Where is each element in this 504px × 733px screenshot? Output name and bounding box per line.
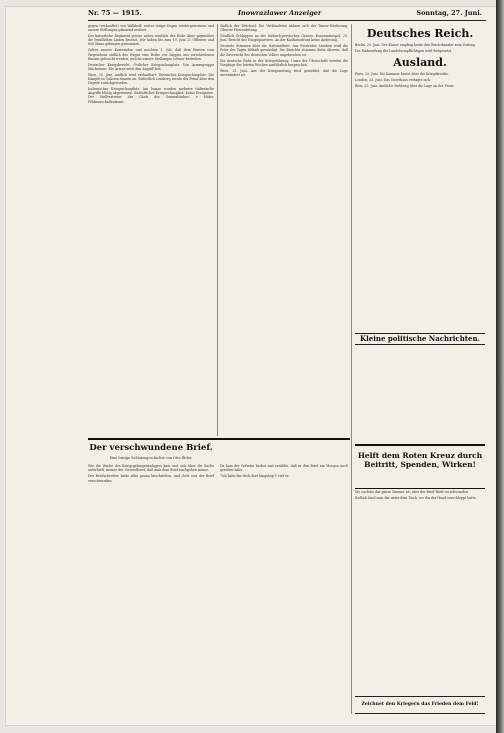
- paragraph: Wie die Wache des Kriegsgefangenenlagers kam und sich über die Sache unterhielt, meinte der Unteroffizier, daß man dem Brief nachgehen müsse.: [88, 464, 214, 473]
- paragraph: Südlich der Weichsel. Die Verbündeten nähern sich der Tanew-Niederung. Oberste Heeresleitung.: [220, 24, 348, 33]
- paragraph: London, 25. Juni. Das Unterhaus vertagte sich.: [355, 78, 431, 83]
- column-rule: [217, 24, 218, 436]
- paragraph: Sie suchten das ganze Zimmer ab, aber der Brief blieb verschwunden.: [355, 490, 470, 494]
- paragraph: Gehen unsere Kameraden und machten 1. Juli, daß dem Russen vom Wegeschein südlich des Weges eine Reihe von Sappen aus verschiedenen Rinnen gebracht werden, welche unsere Stellungen schwer bedrohen.: [88, 48, 214, 61]
- column-politics: [355, 24, 485, 324]
- page-header: [88, 8, 486, 21]
- feuilleton-column: [220, 464, 348, 714]
- paragraph: Rom, 25. Juni. Amtliche Meldung über die Lage an der Front.: [355, 84, 455, 89]
- feuilleton-title: Der verschwundene Brief.: [89, 443, 213, 453]
- section-box-kleine-nachrichten: [355, 333, 485, 345]
- issue-date: Sonntag, 27. Juni.: [416, 9, 482, 17]
- feuilleton-column: [88, 464, 214, 714]
- paragraph: Der Briefschreiber hatte alles genau beschrieben, und doch war der Brief verschwunden.: [88, 474, 214, 483]
- paragraph: Wien, 25. Juni. Amtlich wird verlautbart: Russischer Kriegsschauplatz. Die Kämpfe in Galizien dauern an. Südöstlich Lemberg wurde der Feind über den Dnjestr zurückgeworfen.: [88, 72, 214, 86]
- column-rule: [351, 24, 352, 714]
- war-bond-appeal: Zeichnet den Kriegern das Frieden dem Feld!: [355, 696, 485, 714]
- paragraph: Berlin, 25. Juni. Der Kaiser empfing heute den Reichskanzler zum Vortrag.: [355, 43, 476, 47]
- paragraph: Die Einberufung der Landsturmpflichtigen wird fortgesetzt.: [355, 49, 453, 54]
- paragraph: Wien, 23. Juni. Aus der Kriegszeitung wird gemeldet, daß die Lage unverändert ist.: [220, 68, 348, 77]
- section-heading-deutsches-reich: Deutsches Reich.: [366, 27, 474, 40]
- paragraph: Der kaiserliche Regiment grosse neben westlich des Hohe Ahne gegenüber die feindlichen Linien besetzt. Wir haben bis zum 19. Juni 21 Offiziere und 800 Mann gefangen genommen.: [88, 34, 214, 47]
- red-cross-appeal: [355, 444, 485, 489]
- paragraph: gegen (verkaufter) von Walkhoff, weiter einige Degen wiedergewonnen und unsere Stellungen glänzend erobert.: [88, 24, 214, 33]
- paragraph: Nördlich Schlappen an der türkisch-persischen Grenze. Konstantinopel, 25. Juni. Bericht des Hauptquartiers: An der Kaukasusfront keine Änderung.: [220, 34, 348, 43]
- paragraph: Da kam der Gefreite herbei und erzählte, daß er den Brief am Morgen noch gesehen habe.: [220, 464, 348, 473]
- paragraph: "Ich habe ihn doch dort hingelegt!" rief er.: [220, 474, 289, 479]
- feuilleton-byline: Eine lustige Soldatengeschichte von Otto Ritter.: [109, 456, 193, 460]
- newspaper-title: Inowrazlawer Anzeiger: [238, 9, 322, 17]
- feuilleton-divider: [88, 438, 350, 440]
- paragraph: Die deutsche Ruhe in der Kriegsführung. Unter der Überschrift werden die Vorgänge der letzten Wochen ausführlich besprochen.: [220, 58, 348, 67]
- paragraph: Endlich fand man ihn unter dem Tisch, wo ihn der Hund verschleppt hatte.: [355, 496, 477, 501]
- section-heading-ausland: Ausland.: [393, 56, 447, 70]
- scan-edge: [496, 0, 504, 733]
- feuilleton-column: [355, 490, 485, 714]
- paragraph: Italienischer Kriegsschauplatz. Am Isonzo wurden mehrere italienische Angriffe blutig abgewiesen. Südöstlicher Kriegsschauplatz. Keine Ereignisse. Der Stellvertreter des Chefs des Generalstabes: v. Höfer, Feldmarschalleutnant.: [88, 87, 214, 104]
- section-heading-kleine-nachrichten: Kleine politische Nachrichten.: [360, 334, 480, 343]
- red-cross-appeal-text: Helft dem Roten Kreuz durch Beitritt, Spenden, Wirken!: [357, 451, 483, 469]
- issue-number: Nr. 75 — 1915.: [88, 9, 142, 17]
- column-war-reports: [88, 24, 214, 412]
- paragraph: Paris, 25. Juni. Die Kammer beriet über die Kriegskredite.: [355, 72, 450, 77]
- column-news: [220, 24, 348, 464]
- paragraph: Neutrale Stimmen über die Nationalfeier. Aus Neutralen Ländern wird die Feier des Tages lebhaft gewürdigt. Die Berichte stimmen darin überein, daß die Zuversicht des deutschen Volkes ungebrochen ist.: [220, 44, 348, 57]
- paragraph: Deutscher Kriegsbericht. Östlicher Kriegsschauplatz. Von Armeegruppe Mackensen: Die Armee setzt den Angriff fort.: [88, 62, 214, 71]
